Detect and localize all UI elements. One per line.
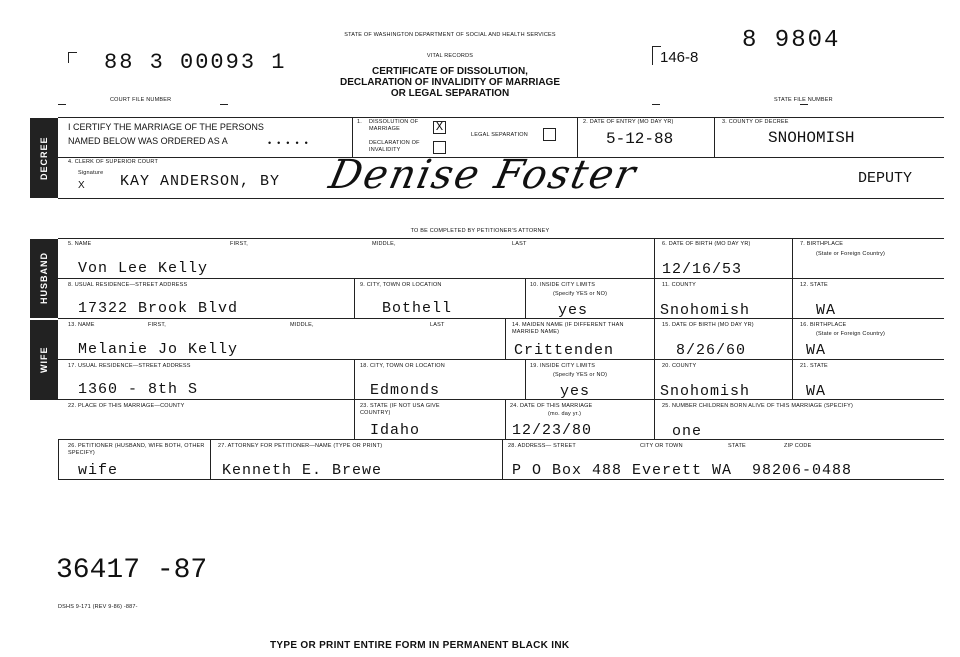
attorney-address: P O Box 488 Everett WA 98206-0488	[512, 462, 853, 479]
wife-maiden-label: 14. MAIDEN NAME (IF DIFFERENT THAN MARRIED NAME)	[512, 322, 624, 335]
state-file-number: 8 9804	[742, 27, 841, 54]
county-decree-label: 3. COUNTY OF DECREE	[722, 119, 789, 125]
marriage-date-sub: (mo. day yr.)	[548, 411, 582, 417]
wife-name-label: 13. NAME	[68, 322, 95, 328]
rule	[354, 278, 355, 318]
husband-name: Von Lee Kelly	[78, 260, 209, 277]
rule	[505, 318, 506, 359]
stamp-number: 36417 -87	[56, 555, 208, 586]
children-count: one	[672, 423, 703, 440]
form-code: 146-8	[660, 49, 699, 66]
address-state-label: STATE	[728, 443, 746, 449]
form-title-2: DECLARATION OF INVALIDITY OF MARRIAGE	[340, 77, 560, 88]
husband-first-label: FIRST,	[230, 241, 249, 247]
husband-middle-label: MIDDLE,	[372, 241, 396, 247]
wife-name: Melanie Jo Kelly	[78, 341, 239, 358]
rule	[654, 278, 655, 318]
wife-birthplace-label: 16. BIRTHPLACE	[800, 322, 847, 328]
rule	[505, 399, 506, 439]
rule	[525, 359, 526, 399]
wife-inside-label: 19. INSIDE CITY LIMITS	[530, 363, 596, 369]
box-1-number: 1.	[357, 119, 362, 125]
rule	[654, 238, 655, 278]
rule	[792, 238, 793, 318]
dissolution-label: DISSOLUTION OF MARRIAGE	[369, 119, 419, 132]
corner-mark-left	[68, 52, 77, 63]
husband-city-label: 9. CITY, TOWN OR LOCATION	[360, 282, 442, 288]
wife-residence: 1360 - 8th S	[78, 381, 199, 398]
wife-last-label: LAST	[430, 322, 445, 328]
marriage-state-label: 23. STATE (IF NOT USA GIVE COUNTRY)	[360, 403, 440, 416]
state-file-label: STATE FILE NUMBER	[774, 97, 833, 103]
rule	[58, 479, 944, 480]
wife-state: WA	[806, 383, 827, 400]
husband-county: Snohomish	[660, 302, 751, 319]
husband-last-label: LAST	[512, 241, 527, 247]
attorney-name: Kenneth E. Brewe	[222, 462, 383, 479]
entry-date: 5-12-88	[606, 130, 674, 148]
husband-residence: 17322 Brook Blvd	[78, 300, 239, 317]
clerk-signature: Denise Foster	[325, 152, 642, 198]
tick-mark	[652, 104, 660, 105]
ink-instruction: TYPE OR PRINT ENTIRE FORM IN PERMANENT BLACK INK	[270, 640, 570, 651]
marriage-place-label: 22. PLACE OF THIS MARRIAGE—COUNTY	[68, 403, 185, 409]
rule	[354, 359, 355, 439]
clerk-name: KAY ANDERSON, BY	[120, 173, 281, 190]
court-file-label: COURT FILE NUMBER	[110, 97, 172, 103]
husband-birthplace-sub: (State or Foreign Country)	[816, 251, 886, 257]
wife-dob: 8/26/60	[676, 342, 747, 359]
leader-dots: •••••	[268, 138, 314, 148]
husband-name-label: 5. NAME	[68, 241, 92, 247]
marriage-state: Idaho	[370, 422, 421, 439]
husband-inside-label: 10. INSIDE CITY LIMITS	[530, 282, 596, 288]
certify-line-1: I CERTIFY THE MARRIAGE OF THE PERSONS	[68, 122, 264, 132]
signature-x: X	[78, 180, 85, 191]
tick-mark	[800, 104, 808, 105]
dissolution-checkbox[interactable]: X	[433, 121, 446, 134]
attorney-label: 27. ATTORNEY FOR PETITIONER—NAME (TYPE OR PRINT)	[218, 443, 383, 449]
petitioner-label: 26. PETITIONER (HUSBAND, WIFE BOTH, OTHER SPECIFY)	[68, 443, 205, 456]
deputy-label: DEPUTY	[858, 170, 913, 187]
wife-residence-label: 17. USUAL RESIDENCE—STREET ADDRESS	[68, 363, 191, 369]
legal-separation-label: LEGAL SEPARATION	[471, 132, 528, 138]
husband-inside-sub: (Specify YES or NO)	[553, 291, 608, 297]
wife-first-label: FIRST,	[148, 322, 167, 328]
agency-line: STATE OF WASHINGTON DEPARTMENT OF SOCIAL AND HEALTH SERVICES	[344, 32, 556, 38]
husband-state: WA	[816, 302, 837, 319]
rule	[58, 318, 944, 319]
rule	[352, 117, 353, 157]
form-id: DSHS 9-171 (REV 9-86) -887-	[58, 604, 138, 610]
husband-inside: yes	[558, 302, 589, 319]
rule	[58, 359, 944, 360]
husband-dob: 12/16/53	[662, 261, 743, 278]
rule	[792, 318, 793, 399]
marriage-date: 12/23/80	[512, 422, 593, 439]
certify-line-2: NAMED BELOW WAS ORDERED AS A	[68, 136, 228, 146]
vital-records-line: VITAL RECORDS	[426, 53, 474, 59]
entry-date-label: 2. DATE OF ENTRY (MO DAY YR)	[583, 119, 674, 125]
husband-residence-label: 8. USUAL RESIDENCE—STREET ADDRESS	[68, 282, 188, 288]
children-label: 25. NUMBER CHILDREN BORN ALIVE OF THIS MARRIAGE (SPECIFY)	[662, 403, 853, 409]
wife-birthplace-sub: (State or Foreign Country)	[816, 331, 886, 337]
husband-county-label: 11. COUNTY	[662, 282, 696, 288]
tick-mark	[58, 104, 66, 105]
husband-state-label: 12. STATE	[800, 282, 828, 288]
wife-maiden: Crittenden	[514, 342, 615, 359]
rule	[210, 439, 211, 479]
husband-side-label: HUSBAND	[30, 239, 58, 318]
wife-birthplace: WA	[806, 342, 827, 359]
rule	[58, 439, 59, 479]
rule	[502, 439, 503, 479]
wife-city: Edmonds	[370, 382, 441, 399]
wife-county: Snohomish	[660, 383, 751, 400]
decree-side-label: DECREE	[30, 118, 58, 198]
attorney-note: TO BE COMPLETED BY PETITIONER'S ATTORNEY	[410, 228, 550, 234]
wife-city-label: 18. CITY, TOWN OR LOCATION	[360, 363, 445, 369]
wife-county-label: 20. COUNTY	[662, 363, 697, 369]
wife-inside: yes	[560, 383, 591, 400]
wife-side-label: WIFE	[30, 320, 58, 400]
tick-mark	[220, 104, 228, 105]
court-file-number: 88 3 00093 1	[104, 50, 287, 75]
wife-inside-sub: (Specify YES or NO)	[553, 372, 608, 378]
marriage-date-label: 24. DATE OF THIS MARRIAGE	[510, 403, 593, 409]
legal-separation-checkbox[interactable]	[543, 128, 556, 141]
husband-birthplace-label: 7. BIRTHPLACE	[800, 241, 844, 247]
rule	[58, 439, 944, 440]
rule	[58, 278, 944, 279]
county-decree: SNOHOMISH	[768, 129, 855, 147]
address-zip-label: ZIP CODE	[784, 443, 812, 449]
rule	[58, 117, 944, 118]
rule	[525, 278, 526, 318]
wife-middle-label: MIDDLE,	[290, 322, 314, 328]
rule	[654, 318, 655, 399]
invalidity-label: DECLARATION OF INVALIDITY	[369, 140, 420, 153]
rule	[58, 238, 944, 239]
husband-city: Bothell	[382, 300, 453, 317]
address-label: 28. ADDRESS— STREET	[508, 443, 576, 449]
wife-dob-label: 15. DATE OF BIRTH (MO DAY YR)	[662, 322, 754, 328]
rule	[577, 117, 578, 157]
rule	[58, 198, 944, 199]
form-title-1: CERTIFICATE OF DISSOLUTION,	[372, 66, 528, 77]
husband-dob-label: 6. DATE OF BIRTH (MO DAY YR)	[662, 241, 751, 247]
form-title-3: OR LEGAL SEPARATION	[390, 88, 510, 99]
address-city-label: CITY OR TOWN	[640, 443, 683, 449]
petitioner-value: wife	[78, 462, 119, 479]
clerk-label: 4. CLERK OF SUPERIOR COURT	[68, 159, 159, 165]
rule	[654, 399, 655, 439]
rule	[714, 117, 715, 157]
signature-label: Signature	[78, 170, 104, 176]
wife-state-label: 21. STATE	[800, 363, 828, 369]
